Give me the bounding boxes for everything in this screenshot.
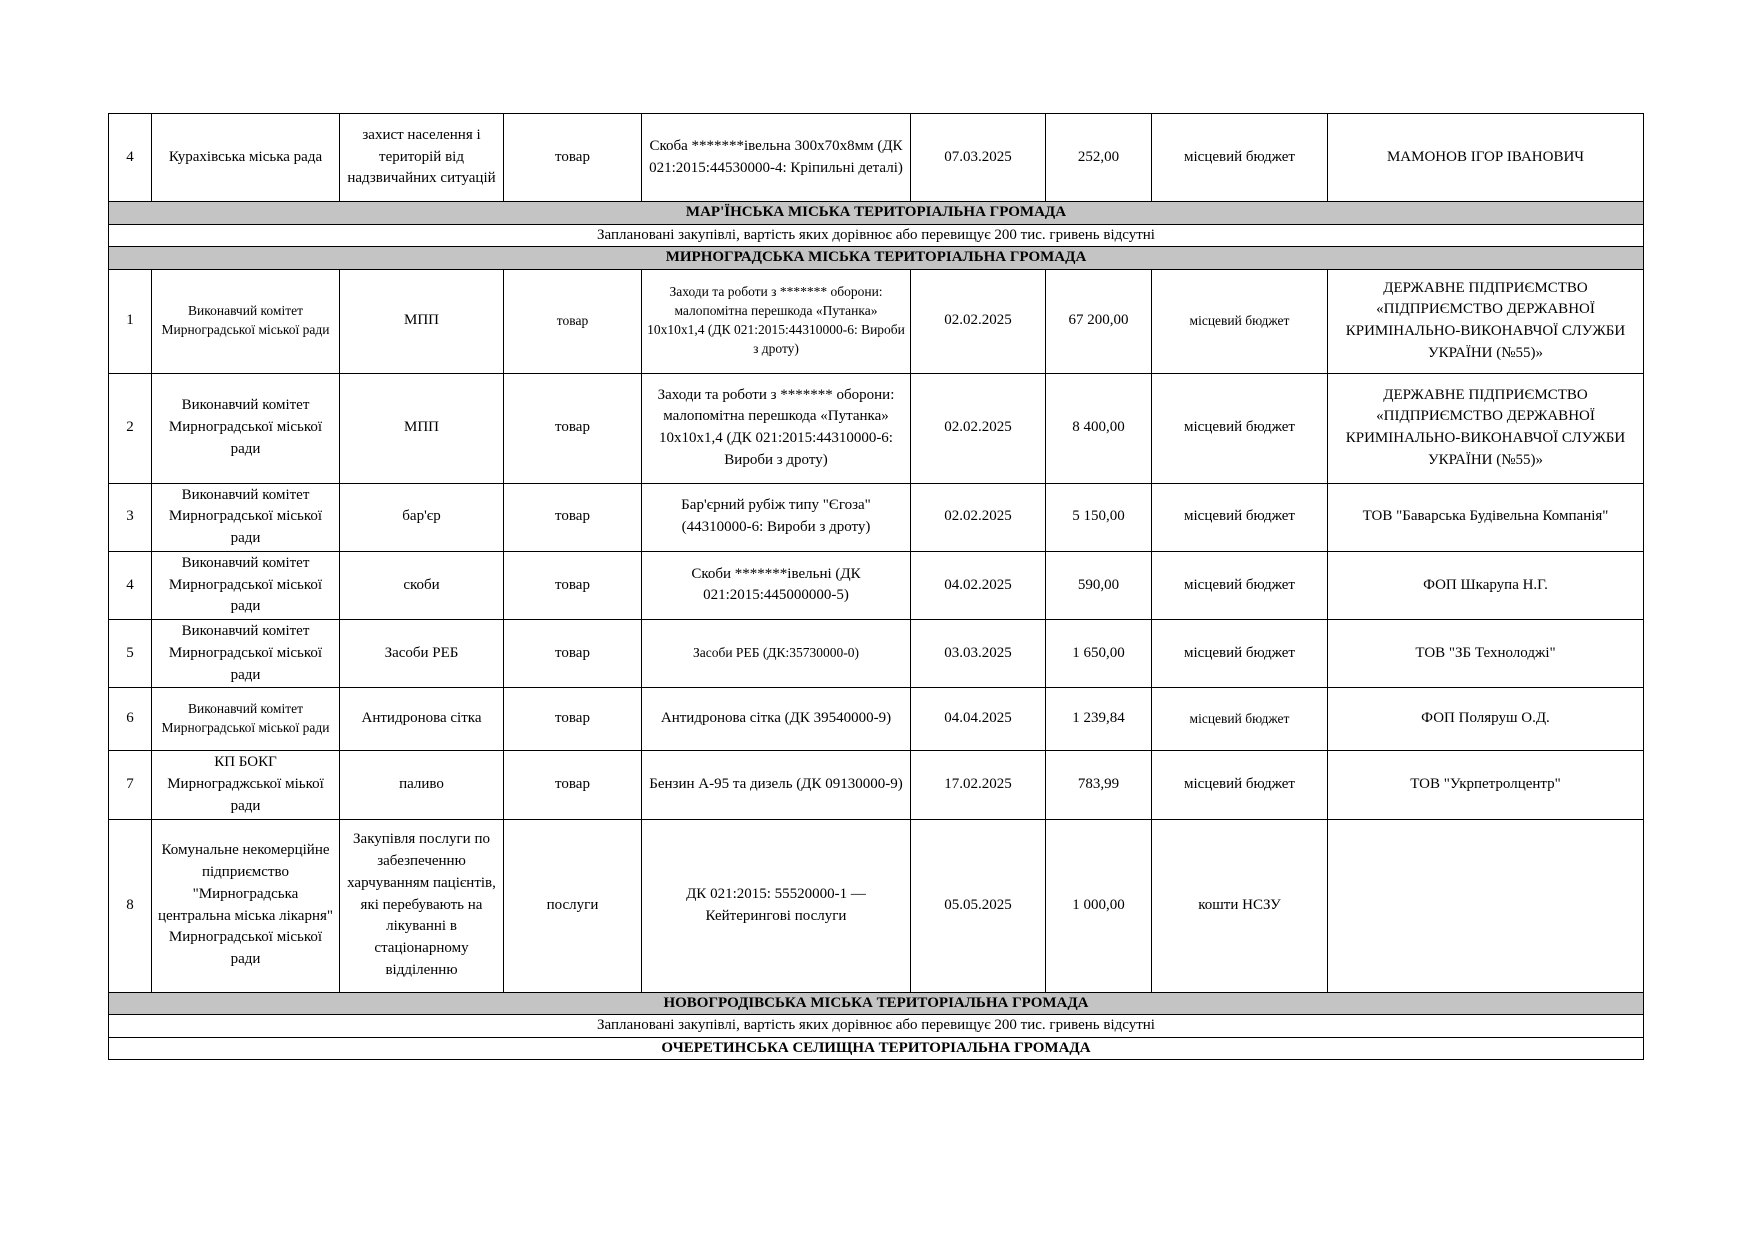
date-cell: 05.05.2025 [911,819,1046,992]
type-cell: товар [504,551,642,619]
purpose-cell: паливо [340,751,504,819]
amount-cell: 1 000,00 [1046,819,1152,992]
section-note [109,1015,1644,1038]
date-cell: 02.02.2025 [911,483,1046,551]
no-procurement-note: Заплановані закупівлі, вартість яких дорівнює або перевищує 200 тис. гривень відсутні [109,1015,1644,1038]
organization-cell: Виконавчий комітет Мирноградської міської ради [152,269,340,373]
row-number: 4 [109,114,152,202]
row-number: 8 [109,819,152,992]
purpose-cell: Антидронова сітка [340,688,504,751]
funding-source-cell: місцевий бюджет [1152,373,1328,483]
type-cell: товар [504,114,642,202]
purpose-cell: МПП [340,373,504,483]
funding-source-cell: місцевий бюджет [1152,551,1328,619]
subject-cell: ДК 021:2015: 55520000-1 — Кейтерингові послуги [642,819,911,992]
supplier-cell: ДЕРЖАВНЕ ПІДПРИЄМСТВО «ПІДПРИЄМСТВО ДЕРЖАВНОЇ КРИМІНАЛЬНО-ВИКОНАВЧОЇ СЛУЖБИ УКРАЇНИ (№55)» [1328,269,1644,373]
section-note [109,224,1644,247]
table-row [109,269,1644,373]
purpose-cell: Закупівля послуги по забезпеченню харчуванням пацієнтів, які перебувають на лікуванні в стаціонарному відділенню [340,819,504,992]
organization-cell: Виконавчий комітет Мирноградської міської ради [152,483,340,551]
row-number: 5 [109,620,152,688]
organization-cell: КП БОКГ Мирнограджської міької ради [152,751,340,819]
table-row [109,751,1644,819]
table-row [109,688,1644,751]
amount-cell: 590,00 [1046,551,1152,619]
table-row [109,620,1644,688]
amount-cell: 783,99 [1046,751,1152,819]
subject-cell: Скоба *******івельна 300х70х8мм (ДК 021:2015:44530000-4: Кріпильні деталі) [642,114,911,202]
amount-cell: 67 200,00 [1046,269,1152,373]
purpose-cell: МПП [340,269,504,373]
subject-cell: Бензин А-95 та дизель (ДК 09130000-9) [642,751,911,819]
amount-cell: 1 239,84 [1046,688,1152,751]
funding-source-cell: місцевий бюджет [1152,114,1328,202]
procurement-table [108,113,1644,1060]
purpose-cell: Засоби РЕБ [340,620,504,688]
type-cell: послуги [504,819,642,992]
no-procurement-note: Заплановані закупівлі, вартість яких дорівнює або перевищує 200 тис. гривень відсутні [109,224,1644,247]
type-cell: товар [504,688,642,751]
date-cell: 03.03.2025 [911,620,1046,688]
table-row [109,373,1644,483]
organization-cell: Курахівська міська рада [152,114,340,202]
section-header [109,247,1644,270]
row-number: 2 [109,373,152,483]
supplier-cell: ФОП Поляруш О.Д. [1328,688,1644,751]
funding-source-cell: місцевий бюджет [1152,751,1328,819]
table-row [109,819,1644,992]
date-cell: 07.03.2025 [911,114,1046,202]
type-cell: товар [504,373,642,483]
subject-cell: Заходи та роботи з ******* оборони: малопомітна перешкода «Путанка» 10х10х1,4 (ДК 021:2015:44310000-6: Вироби з дроту) [642,373,911,483]
funding-source-cell: кошти НСЗУ [1152,819,1328,992]
date-cell: 02.02.2025 [911,373,1046,483]
funding-source-cell: місцевий бюджет [1152,688,1328,751]
funding-source-cell: місцевий бюджет [1152,483,1328,551]
supplier-cell: ДЕРЖАВНЕ ПІДПРИЄМСТВО «ПІДПРИЄМСТВО ДЕРЖАВНОЇ КРИМІНАЛЬНО-ВИКОНАВЧОЇ СЛУЖБИ УКРАЇНИ (№55)» [1328,373,1644,483]
section-header [109,1037,1644,1060]
amount-cell: 252,00 [1046,114,1152,202]
organization-cell: Виконавчий комітет Мирноградської міської ради [152,551,340,619]
subject-cell: Антидронова сітка (ДК 39540000-9) [642,688,911,751]
section-title-novohrodivka: НОВОГРОДІВСЬКА МІСЬКА ТЕРИТОРІАЛЬНА ГРОМАДА [109,992,1644,1015]
subject-cell: Заходи та роботи з ******* оборони: малопомітна перешкода «Путанка» 10х10х1,4 (ДК 021:2015:44310000-6: Вироби з дроту) [642,269,911,373]
supplier-cell: ТОВ "Укрпетролцентр" [1328,751,1644,819]
section-header [109,202,1644,225]
row-number: 1 [109,269,152,373]
purpose-cell: бар'єр [340,483,504,551]
amount-cell: 1 650,00 [1046,620,1152,688]
organization-cell: Комунальне некомерційне підприємство "Мирноградська центральна міська лікарня" Мирноградської міської ради [152,819,340,992]
row-number: 3 [109,483,152,551]
section-title-myrnohrad: МИРНОГРАДСЬКА МІСЬКА ТЕРИТОРІАЛЬНА ГРОМАДА [109,247,1644,270]
table-row [109,114,1644,202]
type-cell: товар [504,483,642,551]
purpose-cell: скоби [340,551,504,619]
amount-cell: 8 400,00 [1046,373,1152,483]
section-title-ocheretyne: ОЧЕРЕТИНСЬКА СЕЛИЩНА ТЕРИТОРІАЛЬНА ГРОМАДА [109,1037,1644,1060]
row-number: 7 [109,751,152,819]
subject-cell: Засоби РЕБ (ДК:35730000-0) [642,620,911,688]
date-cell: 02.02.2025 [911,269,1046,373]
date-cell: 04.02.2025 [911,551,1046,619]
supplier-cell: ФОП Шкарупа Н.Г. [1328,551,1644,619]
date-cell: 04.04.2025 [911,688,1046,751]
supplier-cell: ТОВ "ЗБ Технолоджі" [1328,620,1644,688]
amount-cell: 5 150,00 [1046,483,1152,551]
row-number: 6 [109,688,152,751]
date-cell: 17.02.2025 [911,751,1046,819]
funding-source-cell: місцевий бюджет [1152,269,1328,373]
table-row [109,551,1644,619]
organization-cell: Виконавчий комітет Мирноградської міської ради [152,688,340,751]
organization-cell: Виконавчий комітет Мирноградської міської ради [152,373,340,483]
section-header [109,992,1644,1015]
purpose-cell: захист населення і територій від надзвичайних ситуацій [340,114,504,202]
type-cell: товар [504,751,642,819]
type-cell: товар [504,620,642,688]
supplier-cell: МАМОНОВ ІГОР ІВАНОВИЧ [1328,114,1644,202]
row-number: 4 [109,551,152,619]
section-title-marinka: МАР'ЇНСЬКА МІСЬКА ТЕРИТОРІАЛЬНА ГРОМАДА [109,202,1644,225]
table-row [109,483,1644,551]
supplier-cell: ТОВ "Баварська Будівельна Компанія" [1328,483,1644,551]
funding-source-cell: місцевий бюджет [1152,620,1328,688]
organization-cell: Виконавчий комітет Мирноградської міської ради [152,620,340,688]
type-cell: товар [504,269,642,373]
subject-cell: Скоби *******івельні (ДК 021:2015:445000000-5) [642,551,911,619]
supplier-cell [1328,819,1644,992]
subject-cell: Бар'єрний рубіж типу "Єгоза" (44310000-6: Вироби з дроту) [642,483,911,551]
